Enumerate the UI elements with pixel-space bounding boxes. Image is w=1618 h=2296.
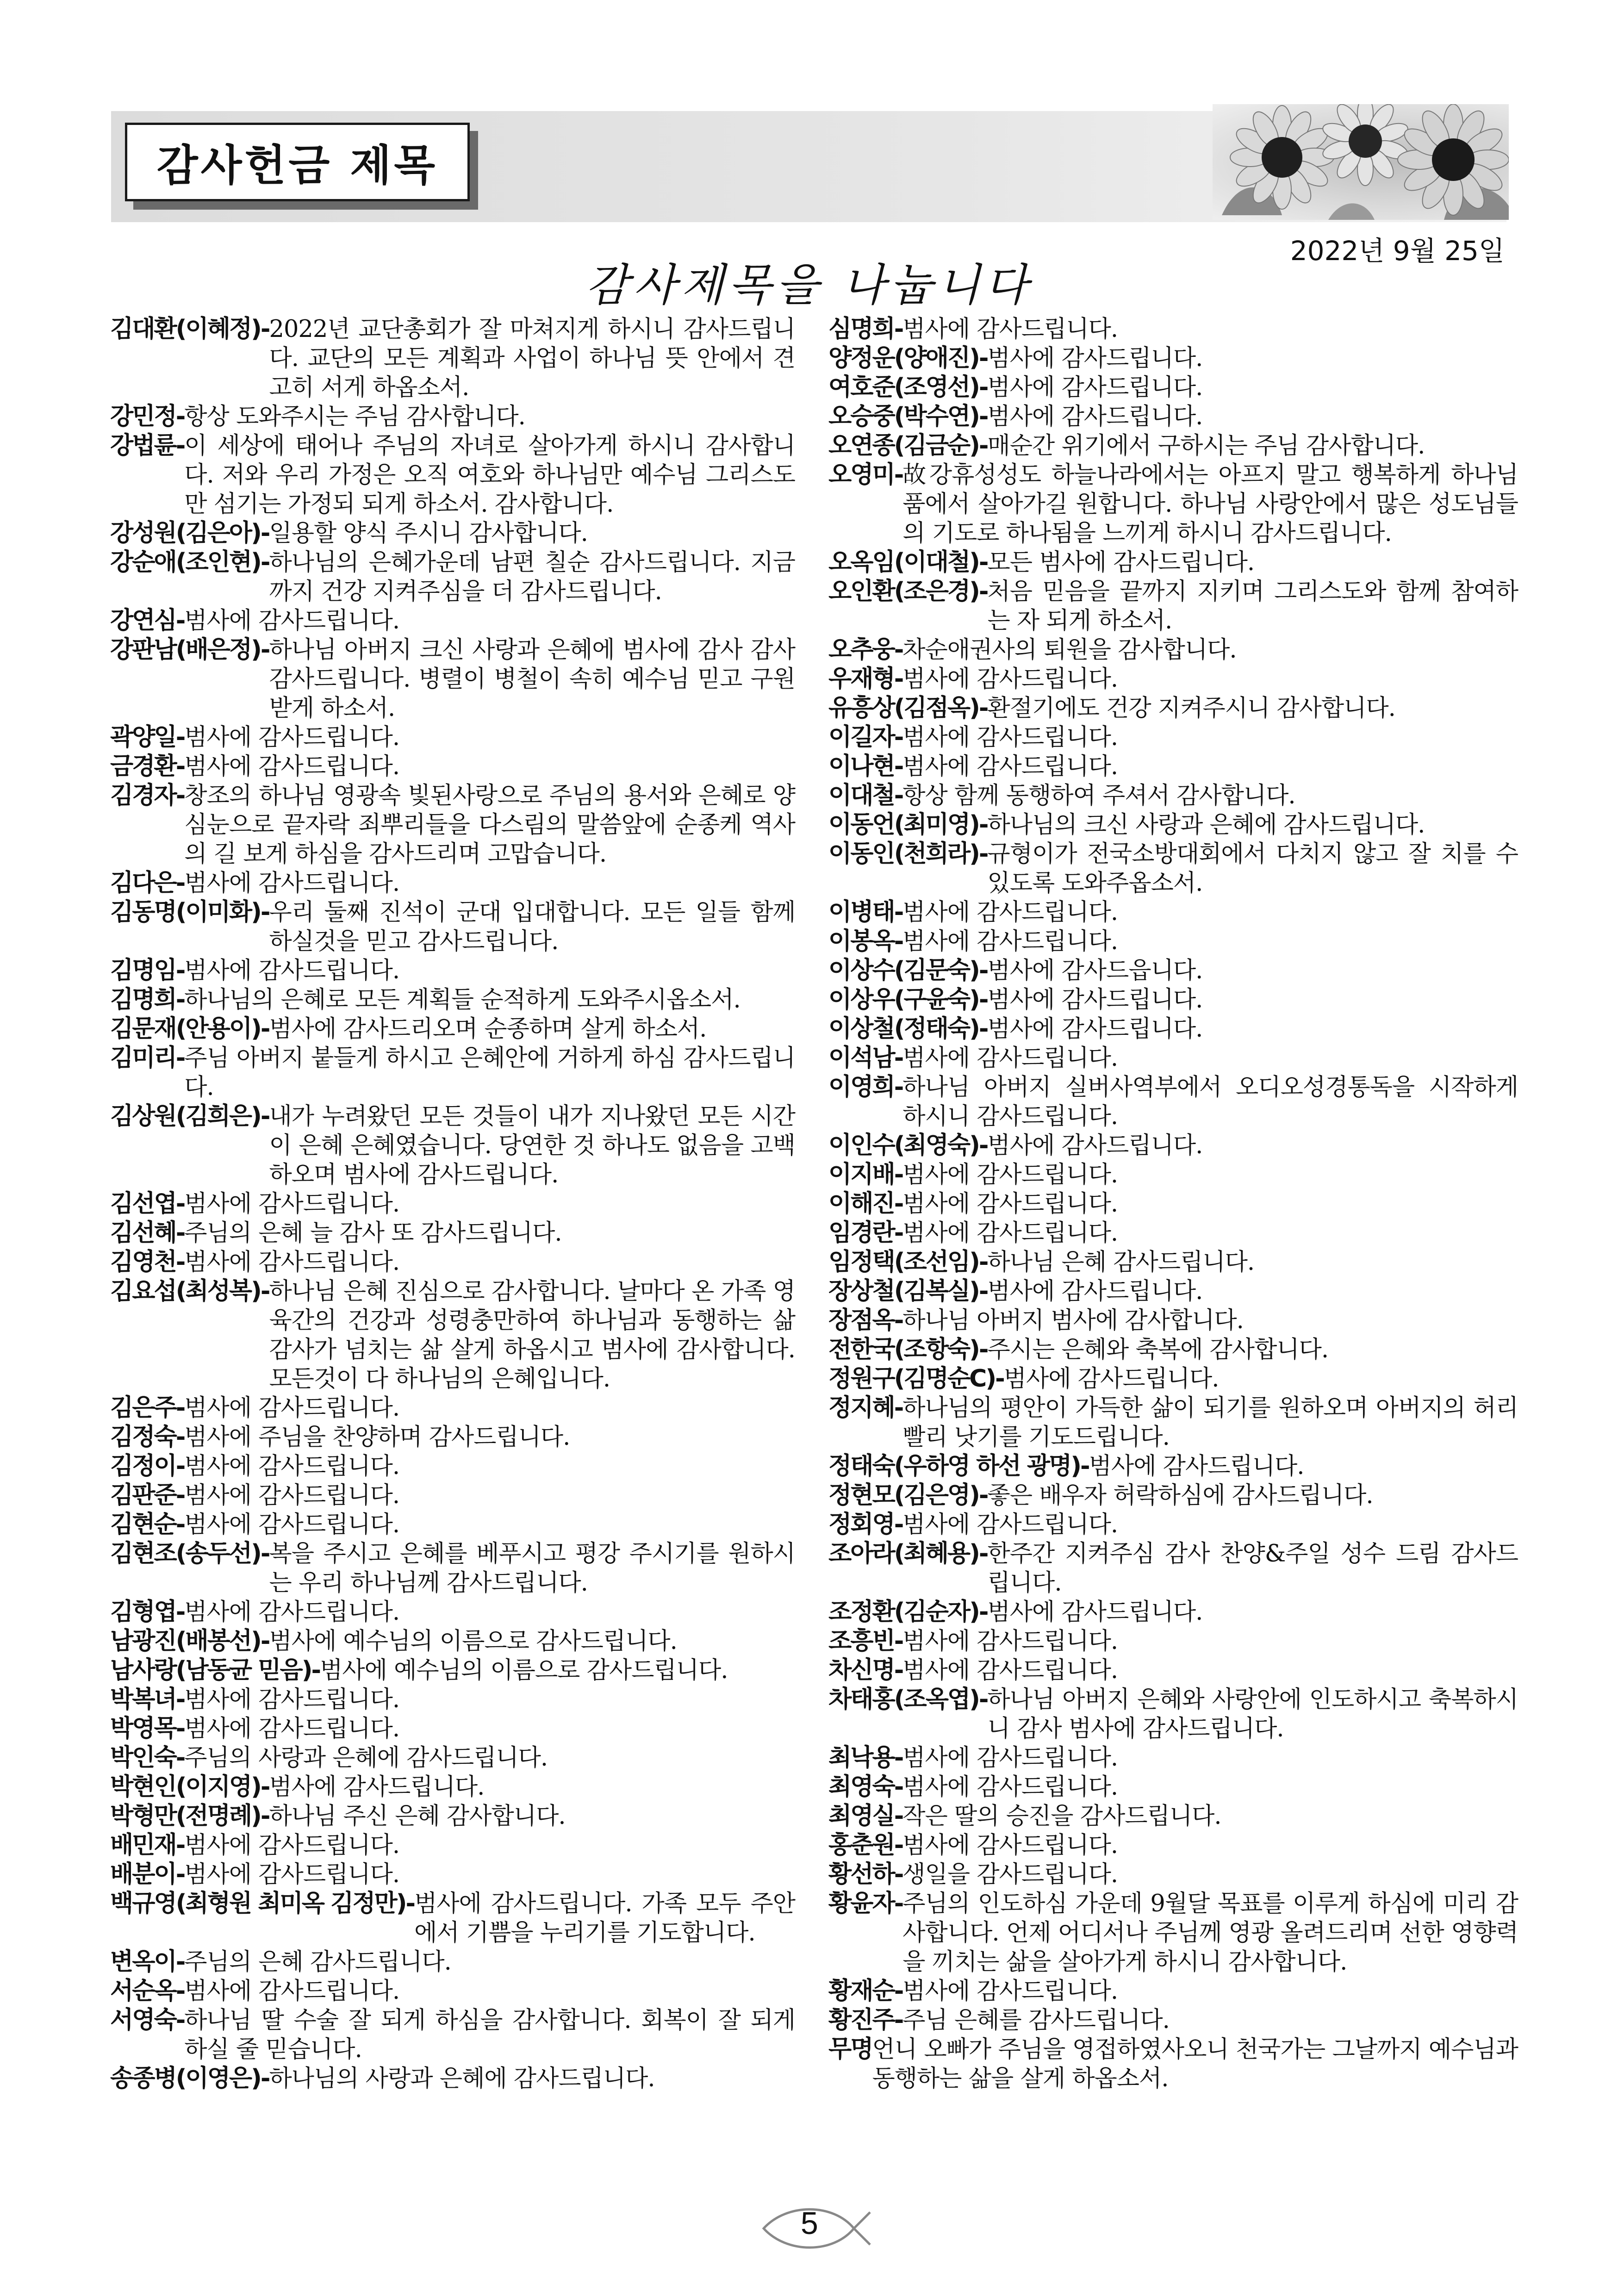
donor-name: 박복녀- [110,1686,185,1713]
donor-name: 강성원(김은아)- [110,519,269,547]
thanks-message: 범사에 감사드립니다. [902,1832,1118,1859]
thanks-entry [110,1102,795,1189]
thanks-entry [110,985,795,1014]
donor-name: 이지배- [828,1161,903,1188]
thanks-message: 범사에 감사드립니다. [184,1861,400,1888]
thanks-message: 범사에 감사드립니다. [987,1278,1203,1305]
donor-name: 남사랑(남동균 믿음)- [110,1656,320,1684]
thanks-message: 주님의 사랑과 은혜에 감사드립니다. [184,1744,548,1772]
thanks-message: 항상 도와주시는 주님 감사합니다. [184,403,525,430]
thanks-entry [828,1335,1518,1364]
thanks-entry [828,927,1518,956]
thanks-entry [828,1831,1518,1860]
thanks-entry [828,577,1518,635]
thanks-message: 범사에 감사드립니다. [184,607,400,635]
thanks-entry [110,1889,795,1948]
thanks-entry [110,1743,795,1773]
donor-name: 김선엽- [110,1190,185,1218]
donor-name: 김판준- [110,1481,185,1509]
left-column [110,315,795,2093]
thanks-entry [828,1394,1518,1452]
thanks-message: 주시는 은혜와 축복에 감사합니다. [987,1336,1329,1363]
thanks-message: 하나님 은혜 감사드립니다. [987,1249,1255,1276]
thanks-entry [828,1685,1518,1743]
thanks-message: 범사에 감사드립니다. [902,1161,1118,1188]
thanks-entry [828,1627,1518,1656]
donor-name: 백규영(최형원 최미옥 김정만)- [110,1890,415,1917]
thanks-entry [828,1977,1518,2006]
thanks-entry [828,1248,1518,1277]
donor-name: 황진주- [828,2006,903,2034]
donor-name: 유흥상(김점옥)- [828,694,988,722]
page-title-box [125,123,470,201]
thanks-entry [110,956,795,985]
thanks-entry [828,315,1518,344]
donor-name: 김영천- [110,1248,185,1276]
thanks-message: 좋은 배우자 허락하심에 감사드립니다. [987,1482,1373,1509]
donor-name: 오영미- [828,461,903,489]
thanks-entry [828,1598,1518,1627]
thanks-message: 2022년 교단총회가 잘 마쳐지게 하시니 감사드립니다. 교단의 모든 계획과 사업이 하나님 뜻 안에서 견고히 서게 하옵소서. [269,316,795,401]
thanks-entry [828,1160,1518,1189]
thanks-entry [110,1394,795,1423]
donor-name: 오추웅- [828,636,903,664]
thanks-message: 이 세상에 태어나 주님의 자녀로 살아가게 하시니 감사합니다. 저와 우리 가정은 오직 여호와 하나님만 예수님 그리스도만 섬기는 가정되 되게 하소서. 감사합니다. [184,432,795,518]
donor-name: 이대철- [828,782,903,809]
thanks-message: 범사에 감사드립니다. [184,1190,400,1218]
thanks-entry [110,315,795,402]
thanks-entry [828,1277,1518,1306]
thanks-entry [828,1364,1518,1394]
donor-name: 오연종(김금순)- [828,432,988,460]
thanks-message: 범사에 감사드립니다. [184,1978,400,2005]
thanks-message: 주님 은혜를 감사드립니다. [902,2007,1170,2034]
thanks-entry [828,1219,1518,1248]
thanks-entry [110,898,795,956]
thanks-entry [110,1831,795,1860]
thanks-entry [828,1073,1518,1131]
thanks-entry [828,460,1518,548]
thanks-entry [828,1131,1518,1160]
thanks-entry [110,1598,795,1627]
donor-name: 박형만(전명례)- [110,1802,269,1830]
thanks-entry [828,1889,1518,1977]
donor-name: 김명희- [110,986,185,1014]
thanks-message: 범사에 감사드립니다. [987,345,1203,372]
donor-name: 최영실- [828,1802,903,1830]
donor-name: 차태홍(조옥엽)- [828,1686,988,1713]
thanks-message: 범사에 감사드립니다. [902,1220,1118,1247]
donor-name: 이동인(천희라)- [828,840,988,868]
thanks-message: 내가 누려왔던 모든 것들이 내가 지나왔던 모든 시간이 은혜 은혜였습니다. 당연한 것 하나도 없음을 고백하오며 범사에 감사드립니다. [269,1103,795,1188]
donor-name: 김상원(김희은)- [110,1102,269,1130]
donor-name: 이인수(최영숙)- [828,1132,988,1159]
thanks-entry [110,1656,795,1685]
thanks-message: 범사에 감사드리오며 순종하며 살게 하소서. [269,1015,707,1043]
donor-name: 박현인(이지영)- [110,1773,269,1801]
thanks-entry [828,1802,1518,1831]
donor-name: 이상우(구윤숙)- [828,986,988,1014]
donor-name: 김문재(안용이)- [110,1015,269,1043]
thanks-message: 하나님의 은혜가운데 남편 칠순 감사드립니다. 지금까지 건강 지켜주심을 더 감사드립니다. [269,549,795,605]
thanks-message: 창조의 하나님 영광속 빛된사랑으로 주님의 용서와 은혜로 양심눈으로 끝자락 죄뿌리들을 다스림의 말씀앞에 순종케 역사의 길 보게 하심을 감사드리며 고맙습니다. [184,782,795,868]
thanks-message: 범사에 감사드립니다. [184,1715,400,1742]
thanks-entry [110,1248,795,1277]
thanks-entry [828,344,1518,373]
thanks-message: 하나님 아버지 은혜와 사랑안에 인도하시고 축복하시니 감사 범사에 감사드립니다. [987,1686,1518,1742]
donor-name: 김현조(송두선)- [110,1540,269,1568]
thanks-message: 매순간 위기에서 구하시는 주님 감사합니다. [987,432,1425,460]
thanks-entry [110,1219,795,1248]
thanks-message: 범사에 감사드립니다. [902,1190,1118,1218]
donor-name: 황윤자- [828,1890,903,1917]
thanks-message: 차순애권사의 퇴원을 감사합니다. [902,636,1237,664]
donor-name: 서영숙- [110,2006,185,2034]
thanks-message: 범사에 감사드립니다. 가족 모두 주안에서 기쁨을 누리기를 기도합니다. [414,1890,795,1947]
donor-name: 이해진- [828,1190,903,1218]
thanks-message: 하나님의 은혜로 모든 계획들 순적하게 도와주시옵소서. [184,986,741,1014]
thanks-entry [110,431,795,519]
thanks-message: 범사에 감사드립니다. [184,1832,400,1859]
thanks-entry [828,1481,1518,1510]
thanks-message: 범사에 감사드립니다. [987,1599,1203,1626]
thanks-entry [828,665,1518,694]
thanks-entry [828,635,1518,665]
donor-name: 이석남- [828,1044,903,1072]
donor-name: 오인환(조은경)- [828,578,988,605]
thanks-message: 범사에 감사드립니다. [987,1132,1203,1159]
issue-date: 2022년 9월 25일 [1290,235,1505,267]
thanks-entry [110,2064,795,2093]
page-number: 5 [801,2206,818,2241]
thanks-message: 범사에 감사드립니다. [987,403,1203,430]
thanks-message: 항상 함께 동행하여 주셔서 감사합니다. [902,782,1295,809]
thanks-entry [110,1627,795,1656]
thanks-entry [110,723,795,752]
thanks-message: 주님의 인도하심 가운데 9월달 목표를 이루게 하심에 미리 감사합니다. 언제 어디서나 주님께 영광 올려드리며 선한 영향력을 끼치는 삶을 살아가게 하시니 감사합니다. [902,1890,1518,1976]
donor-name: 임정택(조선임)- [828,1248,988,1276]
donor-name: 심명희- [828,315,903,343]
thanks-message: 범사에 감사드립니다. [902,666,1118,693]
thanks-message: 범사에 감사드립니다. [902,753,1118,780]
donor-name: 박인숙- [110,1744,185,1772]
thanks-entry [110,1423,795,1452]
donor-name: 김요섭(최성복)- [110,1277,269,1305]
donor-name: 변옥이- [110,1948,185,1976]
thanks-entry [828,1452,1518,1481]
thanks-message: 범사에 감사드립니다. [902,1511,1118,1538]
thanks-entry [828,402,1518,431]
thanks-message: 하나님 은혜 진심으로 감사합니다. 날마다 온 가족 영육간의 건강과 성령충만하여 하나님과 동행하는 삶 감사가 넘치는 삶 살게 하옵시고 범사에 감사합니다. 모든것이 다 하나님의 은혜입니다. [269,1278,795,1393]
donor-name: 강순애(조인현)- [110,548,269,576]
donor-name: 임경란- [828,1219,903,1247]
thanks-entry [110,606,795,635]
donor-name: 이길자- [828,723,903,751]
thanks-message: 범사에 예수님의 이름으로 감사드립니다. [320,1657,728,1684]
thanks-message: 범사에 감사드립니다. [184,1249,400,1276]
thanks-message: 모든 범사에 감사드립니다. [987,549,1255,576]
thanks-message: 범사에 감사드립니다. [902,1628,1118,1655]
donor-name: 정원구(김명순C)- [828,1365,1004,1393]
donor-name: 서순옥- [110,1977,185,2005]
page-title: 감사헌금 제목 [156,141,438,190]
thanks-message: 우리 둘째 진석이 군대 입대합니다. 모든 일들 함께 하실것을 믿고 감사드립니다. [269,899,795,955]
thanks-entry [828,1539,1518,1598]
thanks-entry [110,1510,795,1539]
thanks-message: 범사에 감사드립니다. [902,1045,1118,1072]
thanks-entry [828,810,1518,840]
thanks-message: 하나님 아버지 크신 사랑과 은혜에 범사에 감사 감사 감사드립니다. 병렬이 병철이 속히 예수님 믿고 구원받게 하소서. [269,636,795,722]
donor-name: 양정운(양애진)- [828,344,988,372]
donor-name: 김명임- [110,957,185,984]
donor-name: 곽양일- [110,723,185,751]
donor-name: 강민정- [110,403,185,430]
donor-name: 정지혜- [828,1394,903,1422]
thanks-entry [828,2006,1518,2035]
thanks-message: 범사에 감사드립니다. [902,1657,1118,1684]
sunflower-photo [1213,104,1509,220]
thanks-message: 규형이가 전국소방대회에서 다치지 않고 잘 치를 수 있도록 도와주옵소서. [987,840,1518,897]
thanks-message: 언니 오빠가 주님을 영접하였사오니 천국가는 그날까지 예수님과 동행하는 삶을 살게 하옵소서. [872,2036,1518,2092]
donor-name: 배민재- [110,1831,185,1859]
thanks-entry [828,1860,1518,1889]
donor-name: 오승중(박수연)- [828,403,988,430]
donor-name: 최영숙- [828,1773,903,1801]
thanks-message: 범사에 감사드립니다. [987,1015,1203,1043]
thanks-entry [110,1452,795,1481]
thanks-message: 일용할 양식 주시니 감사합니다. [269,520,588,547]
donor-name: 조정환(김순자)- [828,1598,988,1626]
thanks-entry [828,1510,1518,1539]
thanks-message: 처음 믿음을 끝까지 지키며 그리스도와 함께 참여하는 자 되게 하소서. [987,578,1518,635]
thanks-message: 범사에 감사드립니다. [902,899,1118,926]
thanks-entry [828,431,1518,460]
donor-name: 여호준(조영선)- [828,373,988,401]
thanks-message: 범사에 감사드립니다. [184,870,400,897]
donor-name: 김형엽- [110,1598,185,1626]
thanks-message: 범사에 감사드립니다. [184,753,400,780]
donor-name: 김다은- [110,869,185,897]
donor-name: 장상철(김복실)- [828,1277,988,1305]
thanks-message: 하나님의 크신 사랑과 은혜에 감사드립니다. [987,811,1425,839]
donor-name: 배분이- [110,1860,185,1888]
donor-name: 김선혜- [110,1219,185,1247]
thanks-message: 범사에 감사드립니다. [184,1394,400,1422]
thanks-message: 하나님 아버지 범사에 감사합니다. [902,1307,1244,1334]
thanks-message: 범사에 감사드립니다. [184,1482,400,1509]
thanks-message: 주님의 은혜 감사드립니다. [184,1948,451,1976]
thanks-entry [110,635,795,723]
donor-name: 김동명(이미화)- [110,898,269,926]
donor-name: 김현순- [110,1511,185,1538]
thanks-entry [828,1656,1518,1685]
donor-name: 남광진(배봉선)- [110,1627,269,1655]
donor-name: 이병태- [828,898,903,926]
thanks-message: 한주간 지켜주심 감사 찬양&주일 성수 드림 감사드립니다. [987,1540,1518,1597]
thanks-entry [828,985,1518,1014]
thanks-entry [828,1044,1518,1073]
donor-name: 송종병(이영은)- [110,2065,269,2092]
donor-name: 홍춘원- [828,1831,903,1859]
thanks-entry [828,840,1518,898]
page-footer [754,2201,875,2256]
thanks-message: 환절기에도 건강 지켜주시니 감사합니다. [987,695,1395,722]
thanks-entry [110,1481,795,1510]
thanks-entry [110,1802,795,1831]
donor-name: 이나현- [828,753,903,780]
thanks-entry [110,402,795,431]
thanks-entry [110,1044,795,1102]
donor-name: 정현모(김은영)- [828,1481,988,1509]
donor-name: 오옥임(이대철)- [828,548,988,576]
thanks-message: 하나님 아버지 실버사역부에서 오디오성경통독을 시작하게 하시니 감사드립니다. [902,1074,1518,1130]
thanks-message: 하나님 주신 은혜 감사합니다. [269,1803,566,1830]
donor-name: 이상수(김문숙)- [828,957,988,984]
thanks-message: 범사에 감사드립니다. [184,1686,400,1713]
thanks-message: 범사에 감사드립니다. [902,928,1118,955]
thanks-message: 범사에 감사드립니다. [1003,1365,1219,1393]
donor-name: 김미리- [110,1044,185,1072]
thanks-entry [110,1977,795,2006]
donor-name: 강연심- [110,607,185,635]
thanks-message: 범사에 감사드립니다. [184,1453,400,1480]
thanks-message: 하나님의 사랑과 은혜에 감사드립니다. [269,2065,655,2092]
thanks-entry [828,1306,1518,1335]
donor-name: 조흥빈- [828,1627,903,1655]
thanks-message: 하나님의 평안이 가득한 삶이 되기를 원하오며 아버지의 허리 빨리 낫기를 기도드립니다. [902,1394,1518,1451]
thanks-entry [828,373,1518,402]
thanks-message: 범사에 감사드립니다. [184,724,400,751]
thanks-message: 주님 아버지 붙들게 하시고 은혜안에 거하게 하심 감사드립니다. [184,1045,795,1101]
thanks-message: 범사에 감사드립니다. [987,986,1203,1014]
donor-name: 이상철(정태숙)- [828,1015,988,1043]
thanks-entry [110,1685,795,1714]
thanks-entry [828,1014,1518,1044]
donor-name: 정회영- [828,1511,903,1538]
thanks-entry [828,956,1518,985]
donor-name: 황선하- [828,1860,903,1888]
thanks-entry [828,752,1518,781]
thanks-message: 범사에 감사드립니다. [269,1773,485,1801]
section-heading: 감사제목을 나눕니다 [585,259,1033,311]
thanks-entry [828,1189,1518,1219]
donor-name: 장점옥- [828,1307,903,1334]
donor-name: 김대환(이혜정)- [110,315,269,343]
thanks-entry [110,1714,795,1743]
thanks-message: 범사에 감사드립니다. [902,1978,1118,2005]
donor-name: 최낙용- [828,1744,903,1772]
thanks-message: 범사에 감사드립니다. [1089,1453,1304,1480]
thanks-entry [110,1014,795,1044]
thanks-entry [828,1743,1518,1773]
thanks-entry [828,898,1518,927]
thanks-message: 범사에 감사드립니다. [902,1773,1118,1801]
donor-name: 조아라(최혜용)- [828,1540,988,1568]
thanks-message: 범사에 예수님의 이름으로 감사드립니다. [269,1628,677,1655]
donor-name: 황재순- [828,1977,903,2005]
thanks-entry [828,548,1518,577]
donor-name: 우재형- [828,665,903,693]
right-column [828,315,1518,2093]
thanks-entry [110,1189,795,1219]
donor-name: 김은주- [110,1394,185,1422]
thanks-message: 범사에 감사드립니다. [184,1511,400,1538]
donor-name: 강법륜- [110,432,185,460]
thanks-message: 범사에 감사드립니다. [184,957,400,984]
thanks-message: 범사에 감사드립니다. [184,1599,400,1626]
donor-name: 이동언(최미영)- [828,811,988,839]
thanks-entry [110,548,795,606]
donor-name: 정태숙(우하영 하선 광명)- [828,1452,1089,1480]
thanks-entry [828,694,1518,723]
thanks-message: 범사에 감사드립니다. [987,374,1203,401]
donor-name: 김정이- [110,1452,185,1480]
donor-name: 이봉옥- [828,927,903,955]
thanks-message: 故강휴성성도 하늘나라에서는 아프지 말고 행복하게 하나님품에서 살아가길 원합니다. 하나님 사랑안에서 많은 성도님들의 기도로 하나됨을 느끼게 하시니 감사드립니다. [902,461,1518,547]
thanks-message: 범사에 감사드립니다. [902,1744,1118,1772]
thanks-entry [110,869,795,898]
donor-name: 차신명- [828,1656,903,1684]
thanks-entry [110,752,795,781]
donor-name: 이영희- [828,1073,903,1101]
thanks-entry [828,1773,1518,1802]
thanks-message: 범사에 주님을 찬양하며 감사드립니다. [184,1424,570,1451]
donor-name: 김경자- [110,782,185,809]
thanks-message: 범사에 감사드립니다. [902,316,1118,343]
thanks-entry [110,1277,795,1394]
donor-name: 강판남(배은정)- [110,636,269,664]
thanks-entry [110,519,795,548]
thanks-message: 주님의 은혜 늘 감사 또 감사드립니다. [184,1220,562,1247]
thanks-message: 복을 주시고 은혜를 베푸시고 평강 주시기를 원하시는 우리 하나님께 감사드립니다. [269,1540,795,1597]
thanks-entry [110,781,795,869]
thanks-entry [828,2035,1518,2093]
thanks-entry [110,2006,795,2064]
thanks-entry [110,1773,795,1802]
thanks-message: 작은 딸의 승진을 감사드립니다. [902,1803,1221,1830]
thanks-entry [828,781,1518,810]
thanks-entry [110,1860,795,1889]
donor-name: 김정숙- [110,1423,185,1451]
donor-name: 전한국(조항숙)- [828,1336,988,1363]
thanks-entry [828,723,1518,752]
donor-name: 무명 [828,2035,872,2063]
thanks-message: 하나님 딸 수술 잘 되게 하심을 감사합니다. 회복이 잘 되게 하실 줄 믿습니다. [184,2007,795,2063]
thanks-entry [110,1539,795,1598]
donor-name: 박영목- [110,1715,185,1742]
thanks-message: 생일을 감사드립니다. [902,1861,1118,1888]
thanks-message: 범사에 감사드읍니다. [987,957,1203,984]
donor-name: 금경환- [110,753,185,780]
thanks-entry [110,1948,795,1977]
thanks-message: 범사에 감사드립니다. [902,724,1118,751]
